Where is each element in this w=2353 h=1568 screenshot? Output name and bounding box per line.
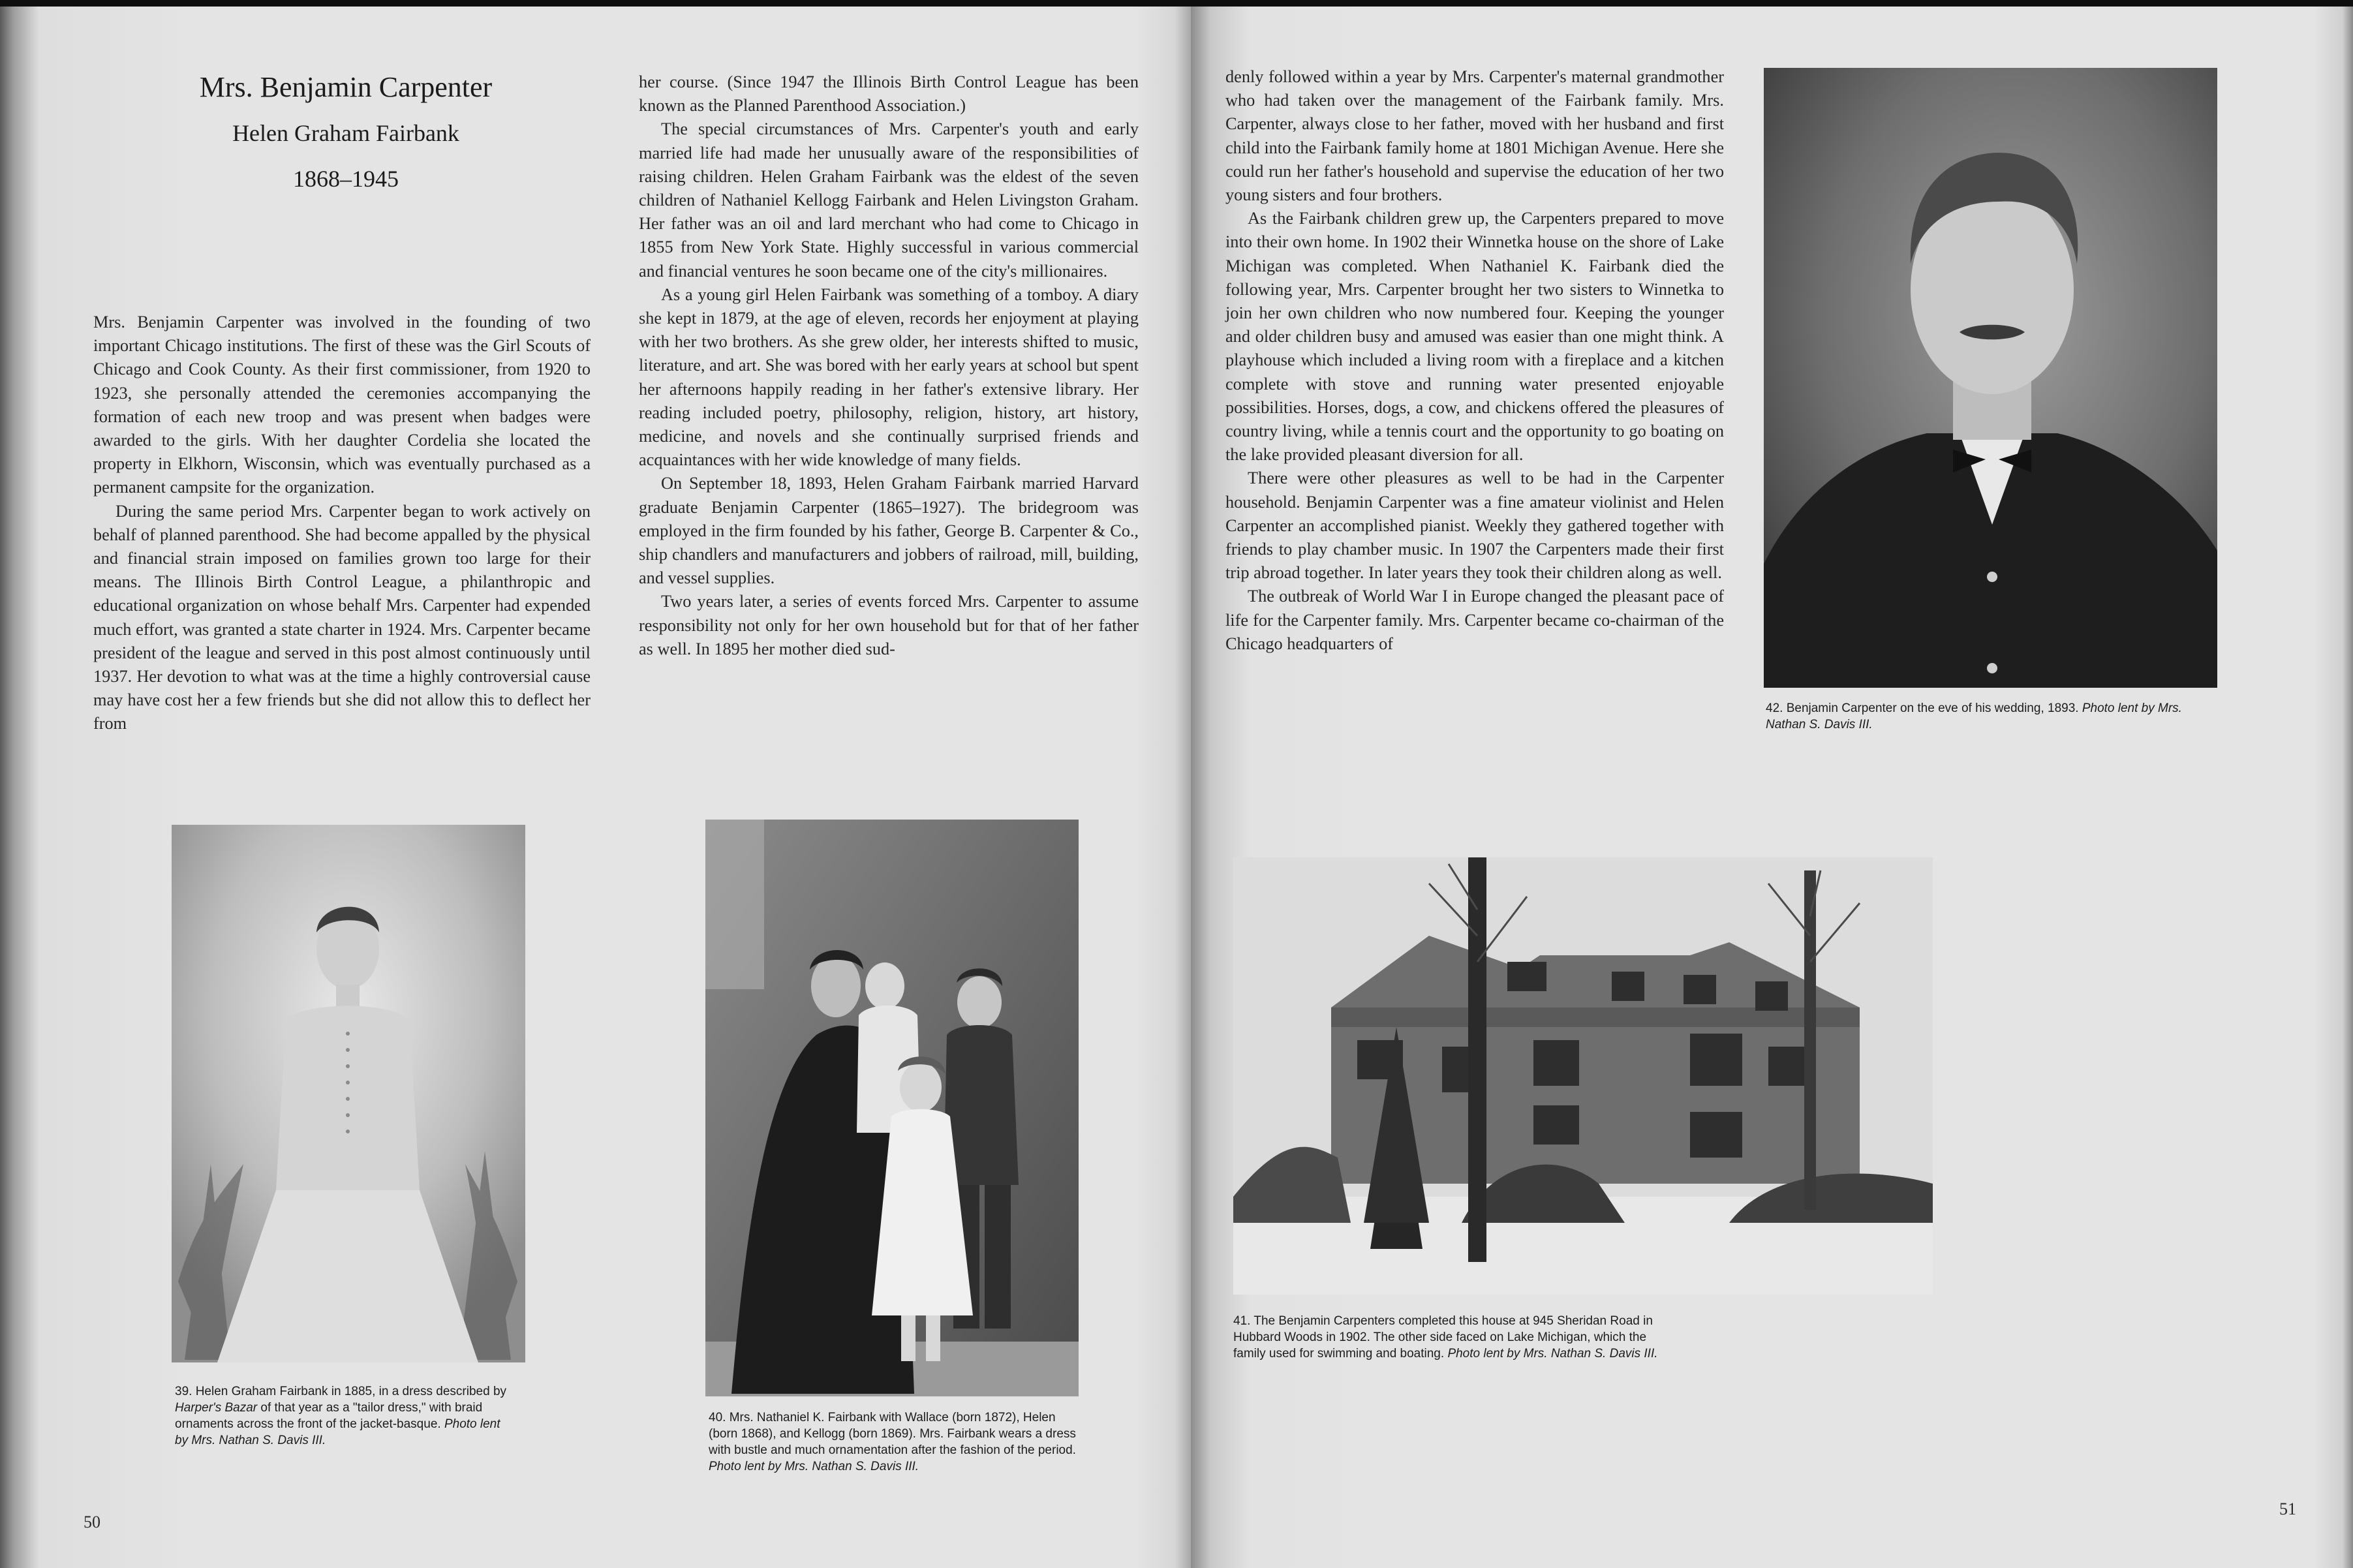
paragraph: There were other pleasures as well to be had in the Carpenter household. Benjamin Carpenter was a fine amateur violinist and Helen Carpenter an accomplished pianist. Weekly they gathered together with friends to play chamber music. In 1907 the Carpenters made their first trip abroad together. In later years they took their children along as well. (1225, 469, 1724, 583)
paragraph: Two years later, a series of events forced Mrs. Carpenter to assume responsibility not only for her own household but for that of her father as well. In 1895 her mother died sud- (639, 592, 1139, 658)
caption-40: 40. Mrs. Nathaniel K. Fairbank with Wallace (born 1872), Helen (born 1868), and Kellogg (born 1869). Mrs. Fairbank wears a dress with bustle and much ornamentation after the fashion of the period. Photo lent by Mrs. Nathan S. Davis III. (709, 1411, 1076, 1473)
article-subtitle: Helen Graham Fairbank (232, 120, 459, 146)
article-dates: 1868–1945 (293, 166, 399, 192)
paragraph: During the same period Mrs. Carpenter began to work actively on behalf of planned parenthood. She had become appalled by the physical and financial strain imposed on families grown too large for their means. The Illinois Birth Control League, a philanthropic and educational organization on whose behalf Mrs. Carpenter had expended much effort, was granted a state charter in 1924. Mrs. Carpenter became president of the league and served in this post almost continuously until 1937. Her devotion to what was at the time a highly controversial cause may have cost her a few friends but she did not allow this to deflect her from (93, 501, 591, 733)
photo-helen-fairbank-1885 (172, 825, 525, 1362)
photo-carpenter-house (1233, 857, 1933, 1295)
paragraph: The special circumstances of Mrs. Carpenter's youth and early married life had made her unusually aware of the responsibilities of raising children. Helen Graham Fairbank was the eldest of the seven children of Nathaniel Kellogg Fairbank and Helen Livingston Graham. Her father was an oil and lard merchant who had come to Chicago in 1855 from New York State. Highly successful in various commercial and financial ventures he soon became one of the city's millionaires. (639, 119, 1139, 281)
article-title-block (131, 70, 561, 192)
paragraph: As a young girl Helen Fairbank was something of a tomboy. A diary she kept in 1879, at the age of eleven, records her enjoyment at playing with her two brothers. As she grew older, her interests shifted to music, literature, and art. She was bored with her early years at school but spent her afternoons happily reading in her father's extensive library. Her reading included poetry, philosophy, religion, history, art history, medicine, and novels and she continually surprised friends and acquaintances with her wide knowledge of many fields. (639, 284, 1139, 470)
caption-42: 42. Benjamin Carpenter on the eve of his wedding, 1893. Photo lent by Mrs. Nathan S. Davis III. (1766, 701, 2182, 731)
text-column-2 (639, 70, 1139, 788)
photo-fairbank-family (705, 820, 1079, 1396)
photo-benjamin-carpenter-1893 (1764, 68, 2217, 688)
scan-edge (0, 0, 2353, 7)
text-column-1 (93, 311, 591, 787)
caption-39: 39. Helen Graham Fairbank in 1885, in a dress described by Harper's Bazar of that year as a "tailor dress," with braid ornaments across the front of the jacket-basque. Photo lent by Mrs. Nathan S. Davis III. (175, 1385, 507, 1447)
paragraph: The outbreak of World War I in Europe changed the pleasant pace of life for the Carpenter family. Mrs. Carpenter became co-chairman of the Chicago headquarters of (1225, 587, 1724, 653)
caption-41: 41. The Benjamin Carpenters completed this house at 945 Sheridan Road in Hubbard Woods in 1902. The other side faced on Lake Michigan, which the family used for swimming and boating. Photo lent by Mrs. Nathan S. Davis III. (1233, 1314, 1658, 1360)
page-number-right: 51 (2279, 1499, 2296, 1518)
article-title: Mrs. Benjamin Carpenter (199, 71, 493, 103)
paragraph: As the Fairbank children grew up, the Carpenters prepared to move into their own home. In 1902 their Winnetka house on the shore of Lake Michigan was completed. When Nathaniel K. Fairbank died the following year, Mrs. Carpenter brought her two sisters to Winnetka to join her own children who now numbered four. Keeping the younger and older children busy and amused was easier than one might think. A playhouse which included a living room with a fireplace and a kitchen complete with stove and running water presented enjoyable possibilities. Horses, dogs, a cow, and chickens offered the pleasures of country living, while a tennis court and the opportunity to go boating on the lake provided pleasant diversion for all. (1225, 209, 1724, 465)
paragraph: denly followed within a year by Mrs. Carpenter's maternal grandmother who had taken over the management of the Fairbank family. Mrs. Carpenter, always close to her father, moved with her husband and first child into the Fairbank family home at 1801 Michigan Avenue. Here she could run her father's household and supervise the education of her two young sisters and four brothers. (1225, 67, 1724, 205)
page-number-left: 50 (84, 1513, 100, 1531)
paragraph: Mrs. Benjamin Carpenter was involved in the founding of two important Chicago institutions. The first of these was the Girl Scouts of Chicago and Cook County. As their first commissioner, from 1920 to 1923, she personally attended the ceremonies accompanying the formation of each new troop and was present when badges were awarded to the girls. With her daughter Cordelia she located the property in Elkhorn, Wisconsin, which was eventually purchased as a permanent campsite for the organization. (93, 313, 591, 497)
paragraph: her course. (Since 1947 the Illinois Birth Control League has been known as the Planned Parenthood Association.) (639, 72, 1139, 115)
text-column-3 (1225, 65, 1724, 783)
paragraph: On September 18, 1893, Helen Graham Fairbank married Harvard graduate Benjamin Carpenter (1865–1927). The bridegroom was employed in the firm founded by his father, George B. Carpenter & Co., ship chandlers and manufacturers and jobbers of railroad, mill, building, and vessel supplies. (639, 474, 1139, 588)
